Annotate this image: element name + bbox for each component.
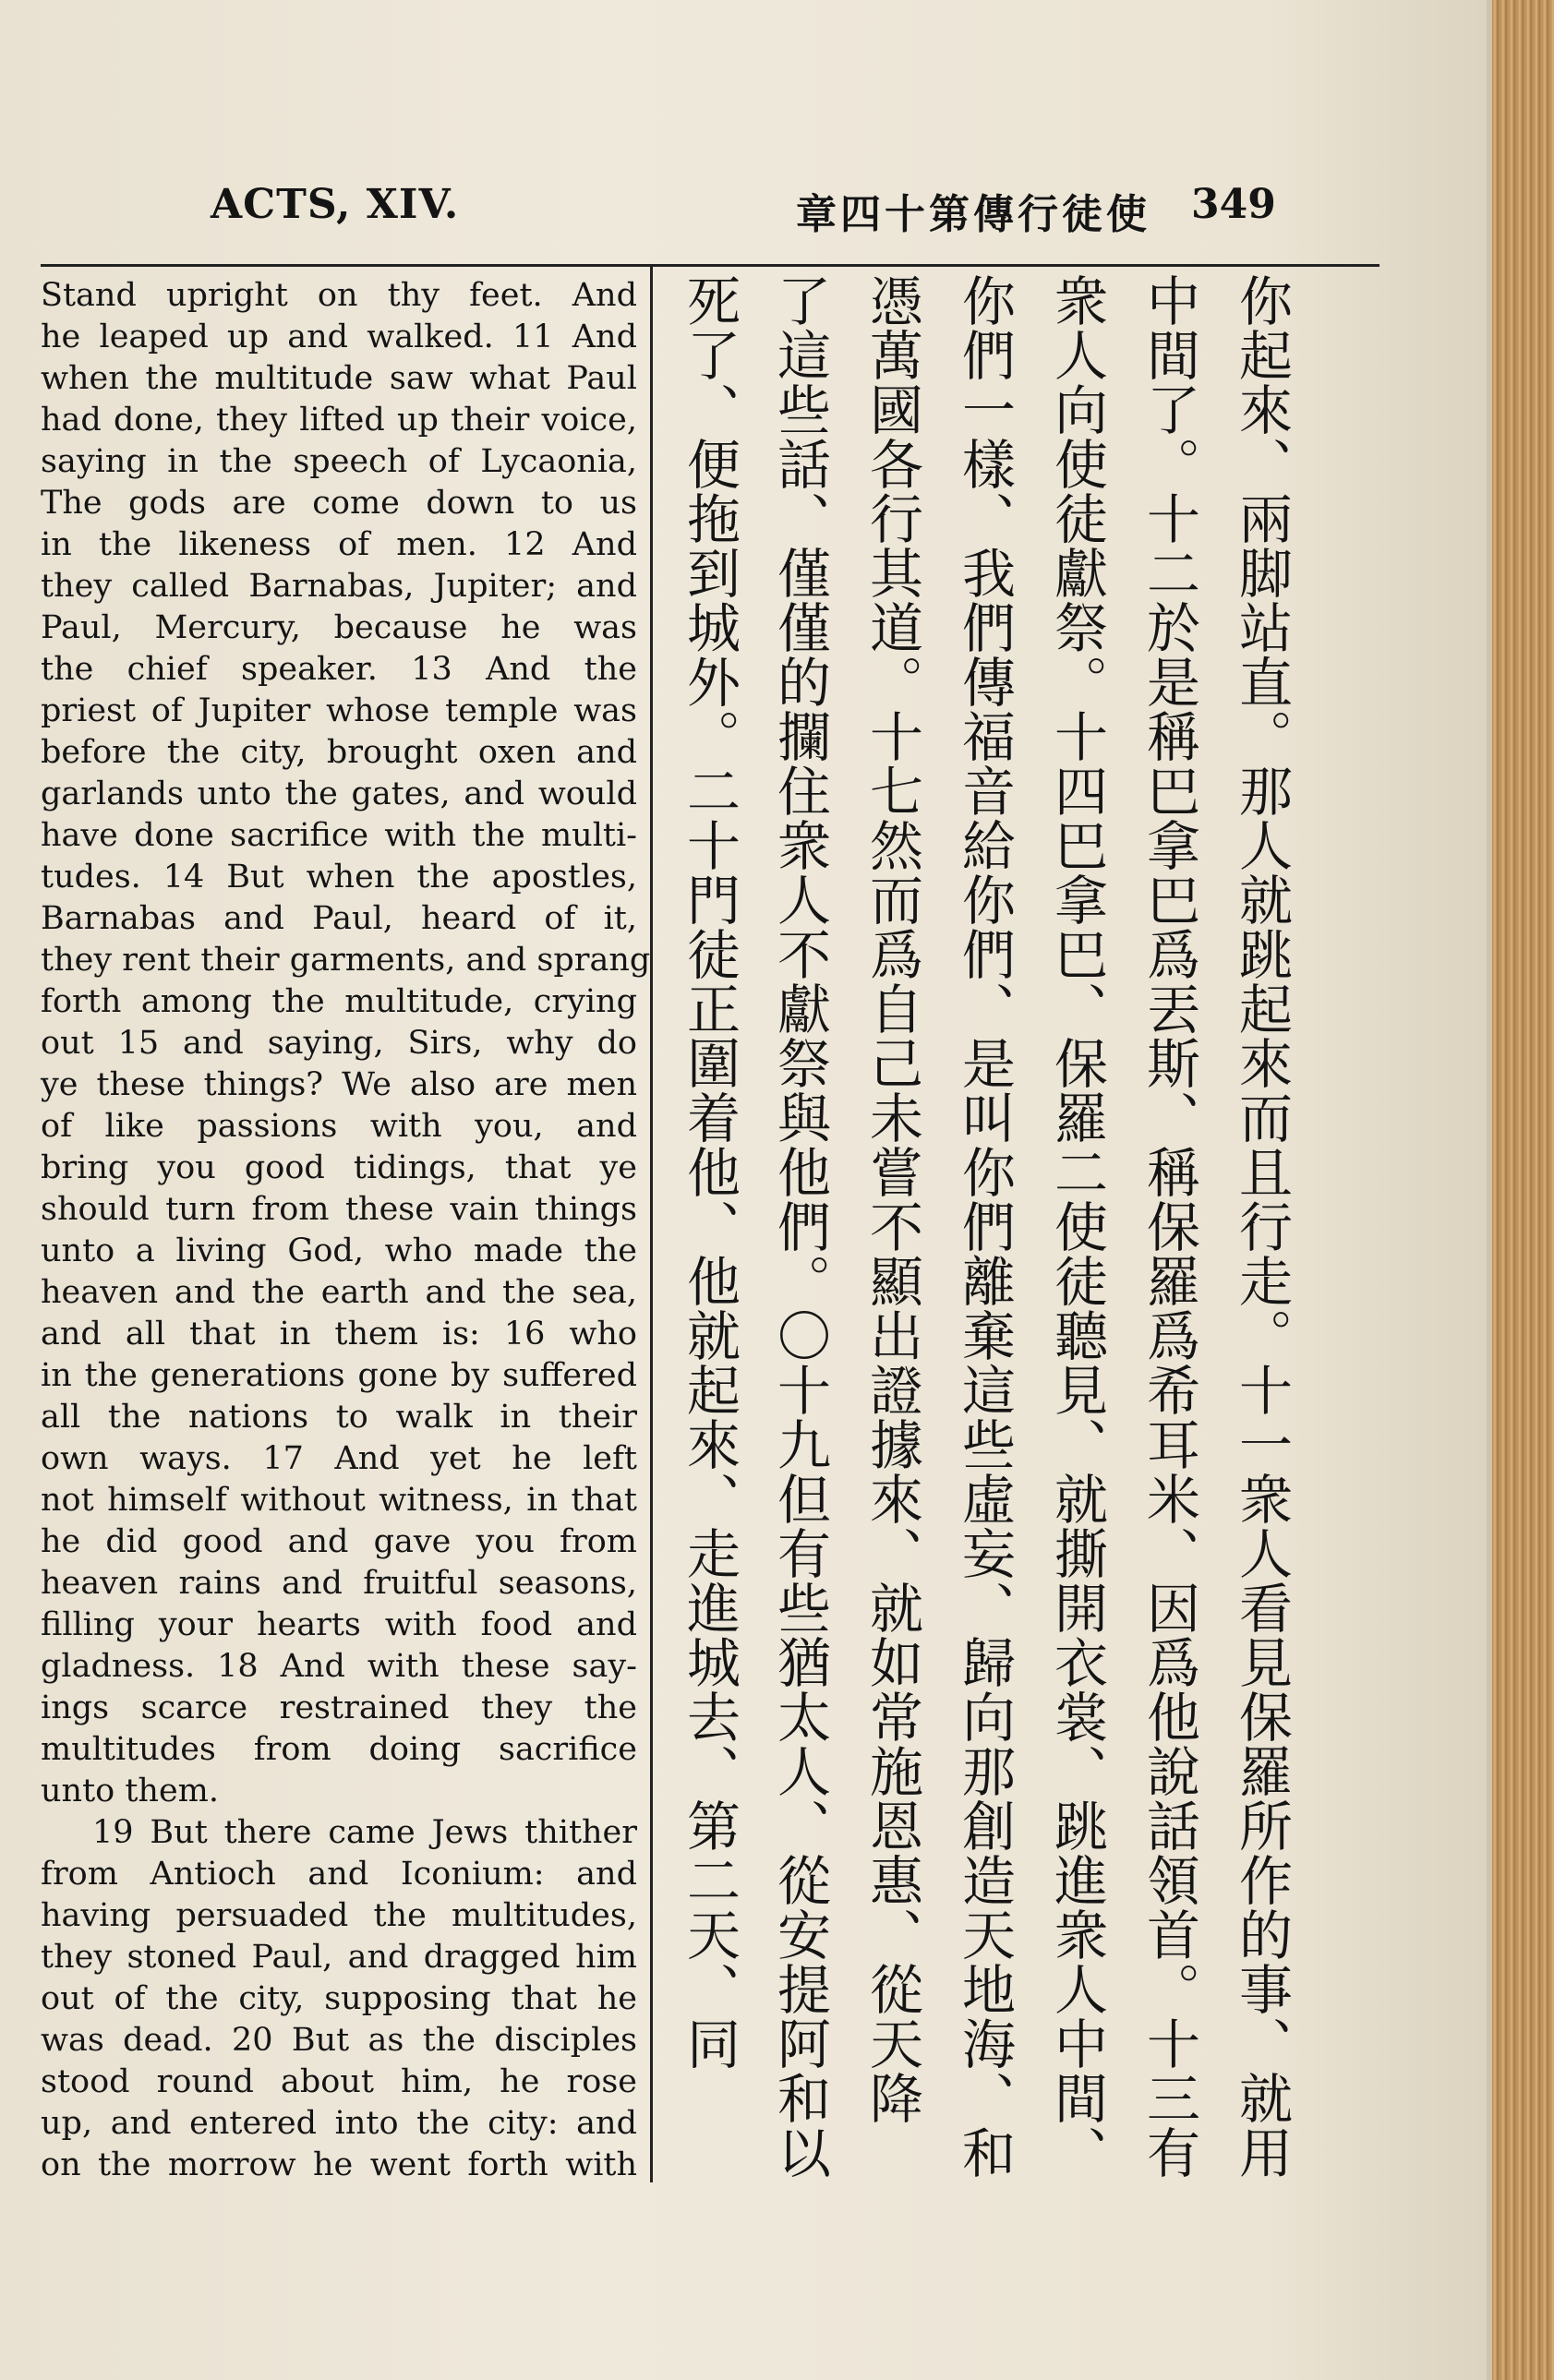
chapter-heading-english: ACTS, XIV. [211,181,460,228]
text-line: out 15 and saying, Sirs, why do [41,1025,637,1062]
text-line: had done, they lifted up their voice, [41,402,637,439]
text-line: saying in the speech of Lycaonia, [41,443,637,480]
chinese-column: 衆人向使徒獻祭。十四巴拿巴、保羅二使徒聽見、就撕開衣裳、跳進衆人中間、 [1045,273,1108,2180]
text-line: in the likeness of men. 12 And [41,526,637,563]
column-divider [650,264,653,2182]
text-line: from Antioch and Iconium: and [41,1856,637,1893]
text-line: forth among the multitude, crying [41,983,637,1020]
chinese-column: 憑萬國各行其道。十七然而爲自己未嘗不顯出證據來、就如常施恩惠、從天降 [861,273,923,2125]
text-line: multitudes from doing sacrifice [41,1731,637,1768]
chinese-text-columns [657,273,1304,2194]
chinese-column: 你們一樣、我們傳福音給你們、是叫你們離棄這些虛妄、歸向那創造天地海、和 [953,273,1016,2180]
text-line: Barnabas and Paul, heard of it, [41,900,637,937]
text-line: they called Barnabas, Jupiter; and [41,568,637,605]
text-line: all the nations to walk in their [41,1399,637,1436]
text-line: out of the city, supposing that he [41,1980,637,2017]
text-line: in the generations gone by suffered [41,1357,637,1394]
text-line: heaven and the earth and the sea, [41,1274,637,1311]
text-line: he did good and gave you from [41,1523,637,1560]
header-rule [41,264,1379,267]
paragraph-end-line: unto them. [41,1773,219,1809]
text-line: the chief speaker. 13 And the [41,651,637,688]
text-line: of like passions with you, and [41,1108,637,1145]
text-line: priest of Jupiter whose temple was [41,692,637,729]
chinese-column: 你起來、兩脚站直。那人就跳起來而且行走。十一衆人看見保羅所作的事、就用 [1230,273,1293,2180]
text-line: before the city, brought oxen and [41,734,637,771]
text-line: should turn from these vain things [41,1191,637,1228]
text-line: gladness. 18 And with these say- [41,1648,637,1685]
chinese-column: 了這些話、僅僅的攔住衆人不獻祭與他們。〇十九但有些猶太人、從安提阿和以 [768,273,831,2180]
text-line: stood round about him, he rose [41,2063,637,2100]
text-line: having persuaded the multitudes, [41,1897,637,1934]
text-line: he leaped up and walked. 11 And [41,319,637,355]
text-line: on the morrow he went forth with [41,2146,637,2183]
text-line: ye these things? We also are men [41,1066,637,1103]
paragraph-start-line: 19 But there came Jews thither [92,1814,637,1851]
text-line: tudes. 14 But when the apostles, [41,859,637,896]
text-line: filling your hearts with food and [41,1606,637,1643]
english-text-column [41,275,651,2186]
text-line: they rent their garments, and sprang [41,942,651,979]
text-line: unto a living God, who made the [41,1232,637,1269]
text-line: and all that in them is: 16 who [41,1316,637,1352]
text-line: they stoned Paul, and dragged him [41,1939,637,1976]
text-line: not himself without witness, in that [41,1482,637,1519]
text-line: heaven rains and fruitful seasons, [41,1565,637,1602]
text-line: garlands unto the gates, and would [41,775,637,812]
text-line: was dead. 20 But as the disciples [41,2022,637,2059]
text-line: Stand upright on thy feet. And [41,277,637,314]
page-edges [1492,0,1554,2380]
chapter-heading-chinese: 章四十第傳行徒使 [796,191,1150,238]
text-line: own ways. 17 And yet he left [41,1440,637,1477]
chinese-column: 中間了。十二於是稱巴拿巴爲丟斯、稱保羅爲希耳米、因爲他說話領首。十三有 [1138,273,1200,2180]
text-line: ings scarce restrained they the [41,1689,637,1726]
text-line: have done sacrifice with the multi- [41,817,637,854]
page-number: 349 [1191,181,1276,228]
text-line: The gods are come down to us [41,485,637,522]
text-line: Paul, Mercury, because he was [41,609,637,646]
chinese-column: 死了、便拖到城外。二十門徒正圍着他、他就起來、走進城去、第二天、同 [678,273,741,2071]
text-line: when the multitude saw what Paul [41,360,637,397]
text-line: bring you good tidings, that ye [41,1149,637,1186]
text-line: up, and entered into the city: and [41,2105,637,2142]
